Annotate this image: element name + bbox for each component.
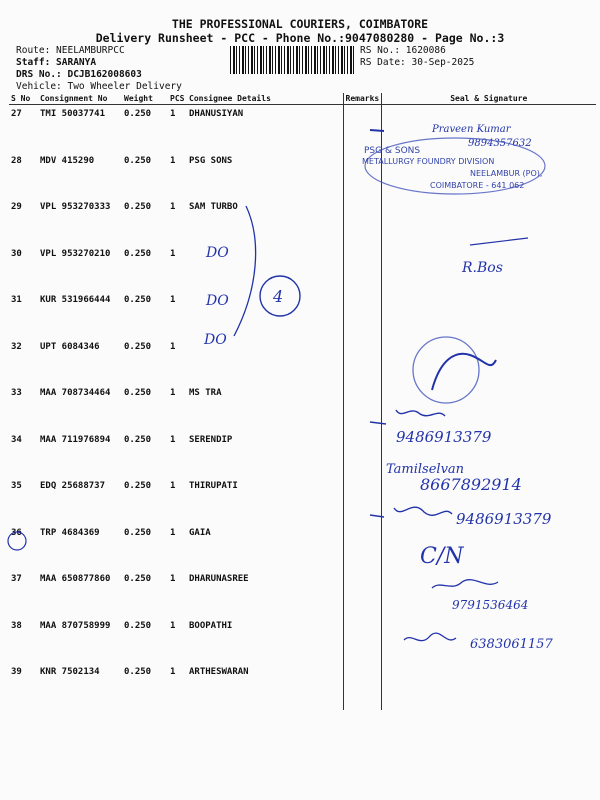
cell-sno: 35	[11, 481, 22, 491]
col-header-seal: Seal & Signature	[381, 93, 596, 105]
col-header-consignment: Consignment No	[38, 93, 122, 105]
cell-remarks	[343, 338, 381, 385]
table-row	[9, 198, 596, 245]
cell-consignee: PSG SONS	[189, 155, 233, 166]
cell-consignment-no: MAA 870758999	[40, 620, 111, 631]
table-row	[9, 338, 596, 385]
cell-consignee: DHANUSIYAN	[189, 109, 244, 119]
cell-weight: 0.250	[124, 202, 152, 212]
phone-row-38: 9791536464	[452, 598, 529, 612]
cell-consignee	[187, 338, 343, 385]
signature-row-27: Praveen Kumar	[432, 124, 511, 135]
table-row	[9, 431, 596, 478]
name-row-35: Tamilselvan	[386, 462, 465, 477]
cell-consignment-no: KUR 531966444	[40, 295, 111, 305]
consignment-table	[9, 93, 596, 710]
cell-sno: 39	[11, 667, 22, 677]
barcode	[230, 46, 356, 74]
staff-label: Staff: SARANYA	[16, 57, 97, 68]
cell-consignee: DHARUNASREE	[189, 574, 249, 584]
col-header-sno: S No	[9, 93, 38, 105]
table-row	[9, 524, 596, 571]
table-row	[9, 617, 596, 664]
cell-consignment-no: MAA 650877860	[40, 574, 111, 584]
stamp-line-2: METALLURGY FOUNDRY DIVISION	[362, 157, 495, 166]
cell-seal-signature	[381, 198, 596, 245]
cell-remarks	[343, 663, 381, 710]
cell-remarks	[343, 152, 381, 199]
cell-weight: 0.250	[124, 341, 152, 352]
cell-sno: 33	[11, 388, 22, 398]
cell-consignment-no: MAA 711976894	[40, 434, 111, 445]
table-row	[9, 570, 596, 617]
table-row	[9, 477, 596, 524]
col-header-weight: Weight	[122, 93, 168, 105]
note-row-37: C/N	[420, 544, 464, 569]
cell-pcs: 1	[170, 202, 176, 212]
cell-consignment-no: VPL 953270333	[40, 202, 111, 212]
drs-label: DRS No.: DCJB162008603	[16, 69, 142, 80]
cell-weight: 0.250	[124, 109, 152, 119]
cell-weight: 0.250	[124, 388, 152, 398]
cell-consignee	[187, 291, 343, 338]
cell-seal-signature	[381, 105, 596, 152]
cell-weight: 0.250	[124, 481, 152, 491]
table-row	[9, 384, 596, 431]
phone-row-39: 6383061157	[470, 637, 553, 652]
cell-sno: 30	[11, 248, 22, 259]
cell-weight: 0.250	[124, 248, 152, 259]
cell-pcs: 1	[170, 434, 176, 445]
table-header-row	[9, 93, 596, 105]
cell-sno: 31	[11, 295, 22, 305]
table-row	[9, 291, 596, 338]
cell-pcs: 1	[170, 620, 176, 631]
cell-weight: 0.250	[124, 574, 152, 584]
cell-remarks	[343, 105, 381, 152]
vehicle-label: Vehicle: Two Wheeler Delivery	[16, 81, 182, 92]
cell-pcs: 1	[170, 527, 176, 538]
cell-pcs: 1	[170, 109, 176, 119]
ditto-mark-30: DO	[206, 245, 229, 261]
cell-weight: 0.250	[124, 527, 152, 538]
route-label: Route: NEELAMBURPCC	[16, 45, 125, 56]
phone-row-36: 9486913379	[456, 510, 552, 528]
cell-sno: 37	[11, 574, 22, 584]
cell-remarks	[343, 198, 381, 245]
cell-sno: 32	[11, 341, 22, 352]
phone-row-34: 9486913379	[396, 428, 492, 446]
cell-consignee: SAM TURBO	[189, 202, 238, 212]
cell-remarks	[343, 245, 381, 292]
company-name: THE PROFESSIONAL COURIERS, COIMBATORE	[171, 17, 429, 31]
runsheet-title: Delivery Runsheet - PCC - Phone No.:9047080280 - Page No.:3	[95, 31, 505, 45]
rs-number: RS No.: 1620086	[360, 45, 446, 56]
ditto-mark-31: DO	[206, 293, 229, 309]
cell-consignee	[187, 245, 343, 292]
cell-weight: 0.250	[124, 155, 152, 166]
cell-consignment-no: KNR 7502134	[40, 667, 100, 677]
col-header-consignee: Consignee Details	[187, 93, 343, 105]
cell-seal-signature	[381, 524, 596, 571]
cell-pcs: 1	[170, 667, 176, 677]
cell-seal-signature	[381, 477, 596, 524]
cell-pcs: 1	[170, 155, 176, 166]
signature-row-30: R.Bos	[462, 260, 503, 276]
stamp-line-3: NEELAMBUR (PO),	[470, 169, 543, 178]
stamp-line-4: COIMBATORE - 641 062	[430, 181, 525, 190]
cell-weight: 0.250	[124, 434, 152, 445]
cell-seal-signature	[381, 291, 596, 338]
cell-remarks	[343, 570, 381, 617]
cell-remarks	[343, 477, 381, 524]
cell-consignee: BOOPATHI	[189, 620, 233, 631]
cell-consignment-no: VPL 953270210	[40, 248, 111, 259]
table-row	[9, 245, 596, 292]
cell-pcs: 1	[170, 341, 176, 352]
cell-consignee: ARTHESWARAN	[189, 667, 249, 677]
cell-consignee: SERENDIP	[189, 434, 233, 445]
cell-pcs: 1	[170, 481, 176, 491]
cell-pcs: 1	[170, 295, 176, 305]
col-header-remarks: Remarks	[343, 93, 381, 105]
col-header-pcs: PCS	[168, 93, 187, 105]
cell-weight: 0.250	[124, 667, 152, 677]
cell-consignee: GAIA	[189, 527, 211, 538]
stamp-line-1: PSG & SONS	[364, 146, 421, 156]
cell-seal-signature	[381, 617, 596, 664]
cell-remarks	[343, 617, 381, 664]
cell-seal-signature	[381, 338, 596, 385]
cell-seal-signature	[381, 152, 596, 199]
cell-consignment-no: UPT 6084346	[40, 341, 100, 352]
cell-seal-signature	[381, 431, 596, 478]
cell-pcs: 1	[170, 388, 176, 398]
circled-count: 4	[273, 287, 284, 306]
cell-remarks	[343, 431, 381, 478]
cell-pcs: 1	[170, 574, 176, 584]
cell-sno: 34	[11, 434, 22, 445]
cell-consignee: THIRUPATI	[189, 481, 238, 491]
cell-seal-signature	[381, 245, 596, 292]
ditto-mark-32: DO	[204, 332, 227, 348]
cell-remarks	[343, 524, 381, 571]
cell-seal-signature	[381, 663, 596, 710]
cell-remarks	[343, 291, 381, 338]
cell-consignment-no: TRP 4684369	[40, 527, 100, 538]
cell-remarks	[343, 384, 381, 431]
cell-consignee: MS TRA	[189, 388, 222, 398]
cell-seal-signature	[381, 384, 596, 431]
table-row	[9, 152, 596, 199]
cell-sno: 28	[11, 155, 22, 166]
cell-consignment-no: MAA 708734464	[40, 388, 111, 398]
cell-weight: 0.250	[124, 295, 152, 305]
rs-date: RS Date: 30-Sep-2025	[360, 57, 475, 68]
cell-weight: 0.250	[124, 620, 152, 631]
cell-consignment-no: TMI 50037741	[40, 109, 106, 119]
cell-sno: 38	[11, 620, 22, 631]
cell-sno: 36	[11, 527, 22, 538]
cell-pcs: 1	[170, 248, 176, 259]
table-row	[9, 663, 596, 710]
cell-sno: 29	[11, 202, 22, 212]
cell-seal-signature	[381, 570, 596, 617]
table-row	[9, 105, 596, 152]
cell-consignment-no: EDQ 25688737	[40, 481, 106, 491]
cell-sno: 27	[11, 109, 22, 119]
phone-row-35: 8667892914	[420, 475, 522, 494]
phone-row-27: 9894357632	[468, 138, 532, 149]
cell-consignment-no: MDV 415290	[40, 155, 95, 166]
